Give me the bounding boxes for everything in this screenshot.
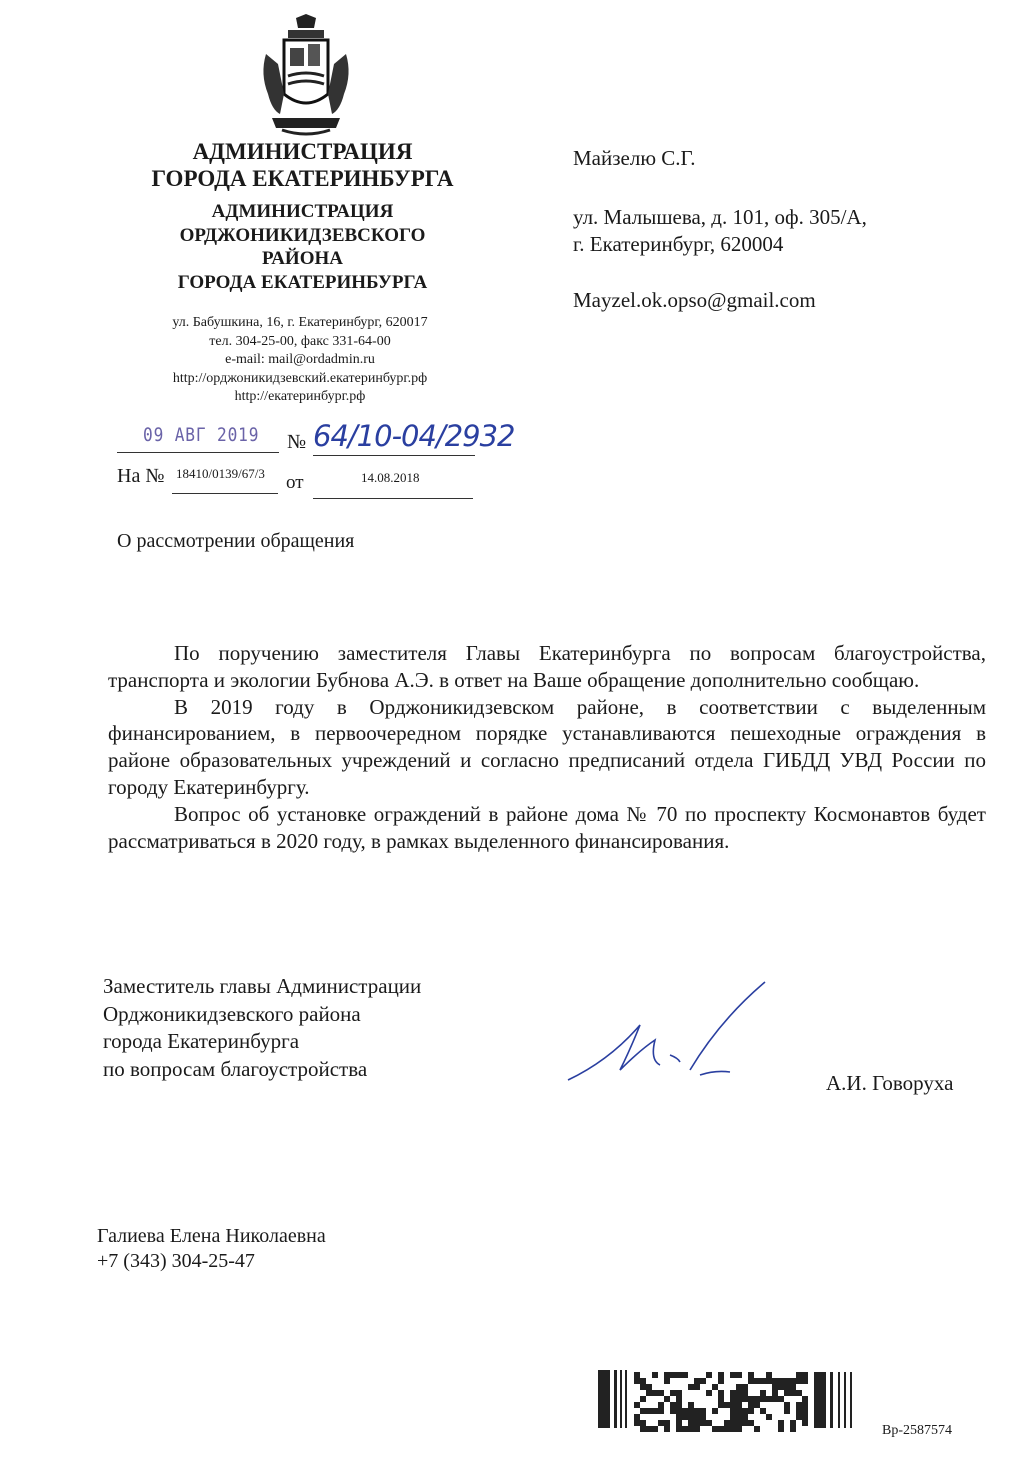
body-paragraph: Вопрос об установке ограждений в районе дома № 70 по проспекту Космонавтов будет рассматриваться в 2020 году, в рамках выделенного финансирования. <box>108 801 986 853</box>
org-contacts <box>110 314 490 407</box>
org-line: АДМИНИСТРАЦИЯ <box>192 139 413 164</box>
subject: О рассмотрении обращения <box>117 530 355 552</box>
org-email: e-mail: mail@ordadmin.ru <box>225 352 375 367</box>
position-line: по вопросам благоустройства <box>103 1056 368 1081</box>
executor-phone: +7 (343) 304-25-47 <box>97 1250 255 1272</box>
sub-org-line: АДМИНИСТРАЦИЯ <box>211 201 394 222</box>
org-line: ГОРОДА ЕКАТЕРИНБУРГА <box>151 166 454 191</box>
recipient-name: Майзелю С.Г. <box>573 146 696 170</box>
signatory-name: А.И. Говоруха <box>826 1071 954 1095</box>
signatory-position <box>103 973 421 1083</box>
sub-org-line: ОРДЖОНИКИДЗЕВСКОГО <box>179 224 426 246</box>
executor-info <box>97 1224 326 1274</box>
recipient-address: ул. Малышева, д. 101, оф. 305/А, <box>573 205 867 229</box>
org-phone: тел. 304-25-00, факс 331-64-00 <box>209 333 391 349</box>
sub-org-line: ГОРОДА ЕКАТЕРИНБУРГА <box>177 271 428 293</box>
org-url: http://орджоникидзевский.екатеринбург.рф <box>172 370 428 386</box>
sub-organization-name <box>120 200 485 294</box>
recipient-address: г. Екатеринбург, 620004 <box>573 232 784 256</box>
document-code: Вр-2587574 <box>882 1423 952 1438</box>
org-address: ул. Бабушкина, 16, г. Екатеринбург, 620017 <box>172 315 428 330</box>
handwritten-signature-icon <box>560 980 780 1095</box>
barcode-icon <box>598 1368 870 1432</box>
recipient-email: Mayzel.ok.opso@gmail.com <box>573 288 816 312</box>
org-url: http://екатеринбург.рф <box>234 389 366 404</box>
ref-label: На № <box>117 465 165 487</box>
number-label: № <box>287 431 307 453</box>
position-line: города Екатеринбурга <box>103 1029 300 1053</box>
executor-name: Галиева Елена Николаевна <box>97 1225 326 1247</box>
outgoing-number: 64/10-04/2932 <box>313 419 515 453</box>
from-label: от <box>286 472 304 493</box>
position-line: Орджоникидзевского района <box>103 1001 361 1026</box>
body-paragraph: По поручению заместителя Главы Екатеринбурга по вопросам благоустройства, транспорта и экологии Бубнова А.Э. в ответ на Ваше обращение дополнительно сообщаю. <box>108 641 986 692</box>
sub-org-line: РАЙОНА <box>262 248 343 269</box>
ref-number: 18410/0139/67/3 <box>176 466 265 481</box>
date-stamp: 09 АВГ 2019 <box>143 424 260 446</box>
organization-name <box>100 138 505 192</box>
position-line: Заместитель главы Администрации <box>103 974 422 998</box>
body-paragraph: В 2019 году в Орджоникидзевском районе, в соответствии с выделенным финансированием, в первоочередном порядке устанавливаются пешеходные ограждения в районе образовательных учреждений и согласно предписаний отдела ГИБДД УВД России по городу Екатеринбургу. <box>108 694 986 799</box>
letter-body <box>108 640 986 854</box>
coat-of-arms-icon <box>258 14 354 138</box>
ref-date: 14.08.2018 <box>361 470 420 485</box>
